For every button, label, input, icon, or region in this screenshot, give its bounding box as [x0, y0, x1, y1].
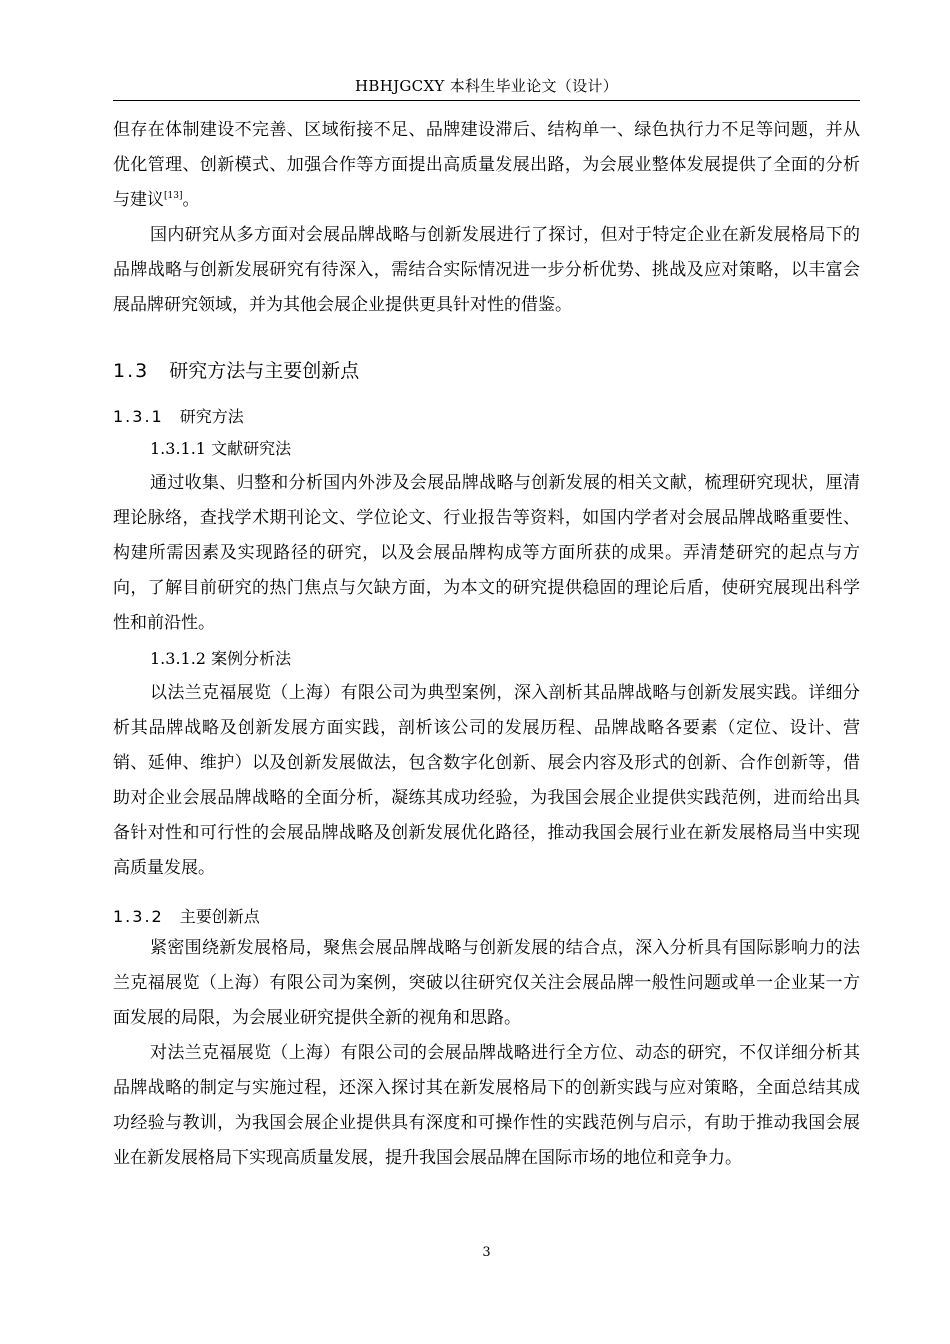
subsection-title: 研究方法 — [179, 407, 244, 426]
subsection-number: 1.3.1 — [113, 407, 164, 426]
section-number: 1.3 — [113, 360, 150, 382]
method-heading-literature: 1.3.1.1 文献研究法 — [150, 439, 292, 458]
intro-paragraph-1-text: 但存在体制建设不完善、区域衔接不足、品牌建设滞后、结构单一、绿色执行力不足等问题，并从优化管理、创新模式、加强合作等方面提出高质量发展出路，为会展业整体发展提供了全面的分析与建议 — [113, 120, 860, 210]
method-paragraph-case-study: 以法兰克福展览（上海）有限公司为典型案例，深入剖析其品牌战略与创新发展实践。详细分析其品牌战略及创新发展方面实践，剖析该公司的发展历程、品牌战略各要素（定位、设计、营销、延伸、维护）以及创新发展做法，包含数字化创新、展会内容及形式的创新、合作创新等，借助对企业会展品牌战略的全面分析，凝练其成功经验，为我国会展企业提供实践范例，进而给出具备针对性和可行性的会展品牌战略及创新发展优化路径，推动我国会展行业在新发展格局当中实现高质量发展。 — [113, 683, 860, 878]
intro-paragraph-1-end: 。 — [182, 190, 200, 210]
section-title: 研究方法与主要创新点 — [169, 360, 360, 382]
intro-paragraph-1 — [113, 113, 860, 218]
page-content — [113, 113, 860, 1176]
method-heading-case-study: 1.3.1.2 案例分析法 — [150, 649, 292, 668]
header-rule — [113, 100, 860, 101]
subsection-heading-1-3-1 — [113, 403, 860, 431]
intro-paragraph-2: 国内研究从多方面对会展品牌战略与创新发展进行了探讨，但对于特定企业在新发展格局下的品牌战略与创新发展研究有待深入，需结合实际情况进一步分析优势、挑战及应对策略，以丰富会展品牌研究领域，并为其他会展企业提供更具针对性的借鉴。 — [113, 225, 860, 315]
page-number: 3 — [482, 1245, 491, 1260]
method-paragraph-literature: 通过收集、归整和分析国内外涉及会展品牌战略与创新发展的相关文献，梳理研究现状，厘清理论脉络，查找学术期刊论文、学位论文、行业报告等资料，如国内学者对会展品牌战略重要性、构建所需因素及实现路径的研究，以及会展品牌构成等方面所获的成果。弄清楚研究的起点与方向，了解目前研究的热门焦点与欠缺方面，为本文的研究提供稳固的理论后盾，使研究展现出科学性和前沿性。 — [113, 473, 860, 633]
innovation-paragraph-1: 紧密围绕新发展格局，聚焦会展品牌战略与创新发展的结合点，深入分析具有国际影响力的法兰克福展览（上海）有限公司为案例，突破以往研究仅关注会展品牌一般性问题或单一企业某一方面发展的局限，为会展业研究提供全新的视角和思路。 — [113, 938, 860, 1028]
section-heading-1-3 — [113, 356, 860, 386]
subsection-heading-1-3-2 — [113, 903, 860, 931]
running-header: HBHJGCXY 本科生毕业论文（设计） — [354, 77, 618, 95]
subsection-number: 1.3.2 — [113, 907, 164, 926]
innovation-paragraph-2: 对法兰克福展览（上海）有限公司的会展品牌战略进行全方位、动态的研究，不仅详细分析其品牌战略的制定与实施过程，还深入探讨其在新发展格局下的创新实践与应对策略，全面总结其成功经验与教训，为我国会展企业提供具有深度和可操作性的实践范例与启示，有助于推动我国会展业在新发展格局下实现高质量发展，提升我国会展品牌在国际市场的地位和竞争力。 — [113, 1043, 860, 1168]
citation-13: [13] — [164, 191, 183, 201]
subsection-title: 主要创新点 — [179, 907, 260, 926]
